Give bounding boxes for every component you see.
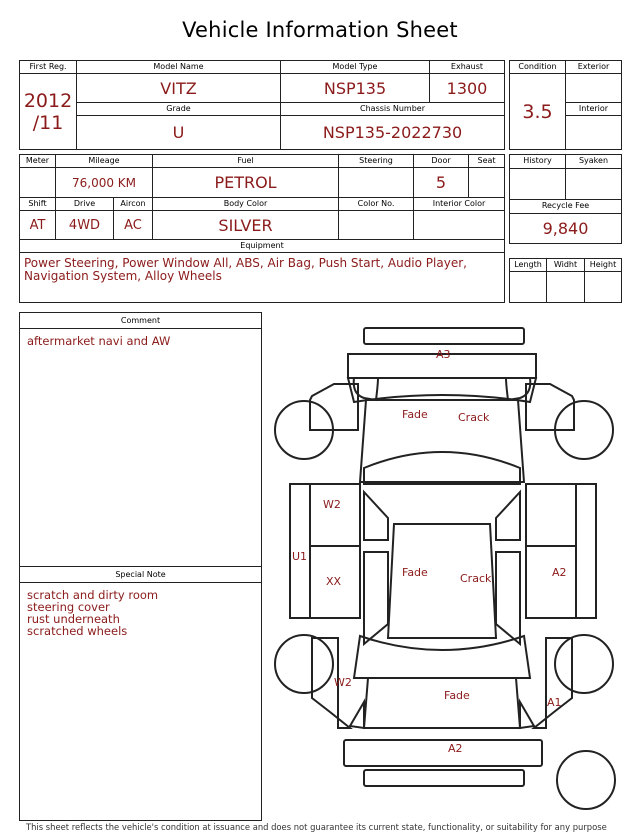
door-value: 5 — [414, 168, 469, 198]
interior-label: Interior — [566, 103, 622, 116]
right-door-rear — [526, 546, 576, 618]
rear-bumper-upper — [344, 740, 542, 766]
mark-crack-front: Crack — [458, 411, 490, 424]
history-label: History — [510, 155, 566, 169]
fuel-value: PETROL — [153, 168, 339, 198]
height-label: Height — [585, 259, 622, 272]
mileage-label: Mileage — [56, 155, 153, 168]
meter-label: Meter — [20, 155, 56, 168]
front-bumper — [364, 328, 524, 344]
seat-label: Seat — [469, 155, 505, 168]
tailgate — [364, 678, 520, 728]
rear-window — [354, 636, 530, 678]
wheel-rear-left — [275, 635, 333, 693]
special-note-label: Special Note — [20, 567, 261, 583]
vehicle-spec-table — [19, 154, 505, 303]
seat-value — [469, 168, 505, 198]
length-value — [510, 272, 547, 303]
meter-value — [20, 168, 56, 198]
comment-value: aftermarket navi and AW — [27, 334, 171, 348]
condition-value: 3.5 — [510, 74, 566, 150]
cabin-top — [360, 400, 524, 482]
rear-right-light — [520, 702, 534, 728]
interior-color-value — [414, 211, 505, 240]
steering-value — [339, 168, 414, 198]
mark-fade-rear: Fade — [444, 689, 470, 702]
mark-a2-rear: A2 — [448, 742, 463, 755]
sheet-title: Vehicle Information Sheet — [182, 18, 458, 42]
special-note-panel — [19, 566, 262, 821]
windshield — [364, 452, 520, 484]
steering-label: Steering — [339, 155, 414, 168]
special-note-value: scratch and dirty room steering cover rust underneath scratched wheels — [27, 588, 159, 638]
spare-wheel — [557, 751, 615, 809]
exterior-value — [566, 74, 622, 103]
shift-label: Shift — [20, 198, 56, 211]
mark-xx: XX — [326, 575, 342, 588]
body-color-value: SILVER — [153, 211, 339, 240]
body-color-label: Body Color — [153, 198, 339, 211]
exhaust-value: 1300 — [430, 74, 505, 103]
first-reg-value: 2012 /11 — [20, 74, 77, 150]
model-name-label: Model Name — [77, 61, 281, 74]
fuel-label: Fuel — [153, 155, 339, 168]
mileage-value: 76,000 KM — [56, 168, 153, 198]
rear-bumper-lower — [364, 770, 524, 786]
left-window-front — [364, 492, 388, 540]
syaken-value — [566, 168, 622, 199]
mark-w2-rear: W2 — [334, 676, 352, 689]
condition-label: Condition — [510, 61, 566, 74]
chassis-value: NSP135-2022730 — [281, 116, 505, 150]
mark-w2-front: W2 — [323, 498, 341, 511]
width-value — [547, 272, 585, 303]
aircon-label: Aircon — [114, 198, 153, 211]
length-label: Length — [510, 259, 547, 272]
interior-color-label: Interior Color — [414, 198, 505, 211]
color-no-label: Color No. — [339, 198, 414, 211]
height-value — [585, 272, 622, 303]
model-name-value: VITZ — [77, 74, 281, 103]
dimensions-table — [509, 258, 622, 303]
recycle-fee-label: Recycle Fee — [510, 200, 622, 214]
right-window-rear — [496, 552, 520, 644]
aircon-value: AC — [114, 211, 153, 240]
mark-a3: A3 — [436, 348, 451, 361]
equipment-value: Power Steering, Power Window All, ABS, Air Bag, Push Start, Audio Player, Navigation System, Alloy Wheels — [20, 253, 505, 303]
exterior-label: Exterior — [566, 61, 622, 74]
right-door-front — [526, 484, 576, 546]
right-rocker — [576, 484, 596, 618]
mark-u1: U1 — [292, 550, 308, 563]
rear-body-right — [534, 638, 572, 728]
exhaust-label: Exhaust — [430, 61, 505, 74]
left-door-front — [310, 484, 360, 546]
door-label: Door — [414, 155, 469, 168]
condition-table — [509, 60, 622, 150]
vehicle-main-table — [19, 60, 505, 150]
interior-value — [566, 116, 622, 150]
left-window-rear — [364, 552, 388, 644]
mark-fade-mid: Fade — [402, 566, 428, 579]
equipment-label: Equipment — [20, 240, 505, 253]
mark-a1: A1 — [547, 696, 562, 709]
shift-value: AT — [20, 211, 56, 240]
history-table — [509, 154, 622, 244]
width-label: Widht — [547, 259, 585, 272]
comment-panel — [19, 312, 262, 567]
mark-fade-front: Fade — [402, 408, 428, 421]
grade-value: U — [77, 116, 281, 150]
syaken-label: Syaken — [566, 155, 622, 169]
rear-left-light — [350, 702, 364, 728]
history-value — [510, 168, 566, 199]
mark-crack-mid: Crack — [460, 572, 492, 585]
color-no-value — [339, 211, 414, 240]
right-window-front — [496, 492, 520, 540]
first-reg-label: First Reg. — [20, 61, 77, 74]
wheel-rear-right — [555, 635, 613, 693]
model-type-value: NSP135 — [281, 74, 430, 103]
recycle-fee-value: 9,840 — [510, 213, 622, 243]
mark-a2-side: A2 — [552, 566, 567, 579]
drive-label: Drive — [56, 198, 114, 211]
model-type-label: Model Type — [281, 61, 430, 74]
footer-disclaimer: This sheet reflects the vehicle's condition at issuance and does not guarantee its current state, functionality, or suitability for any purpose — [26, 822, 607, 832]
grade-label: Grade — [77, 103, 281, 116]
comment-label: Comment — [20, 313, 261, 329]
chassis-label: Chassis Number — [281, 103, 505, 116]
car-damage-diagram — [268, 318, 628, 818]
drive-value: 4WD — [56, 211, 114, 240]
